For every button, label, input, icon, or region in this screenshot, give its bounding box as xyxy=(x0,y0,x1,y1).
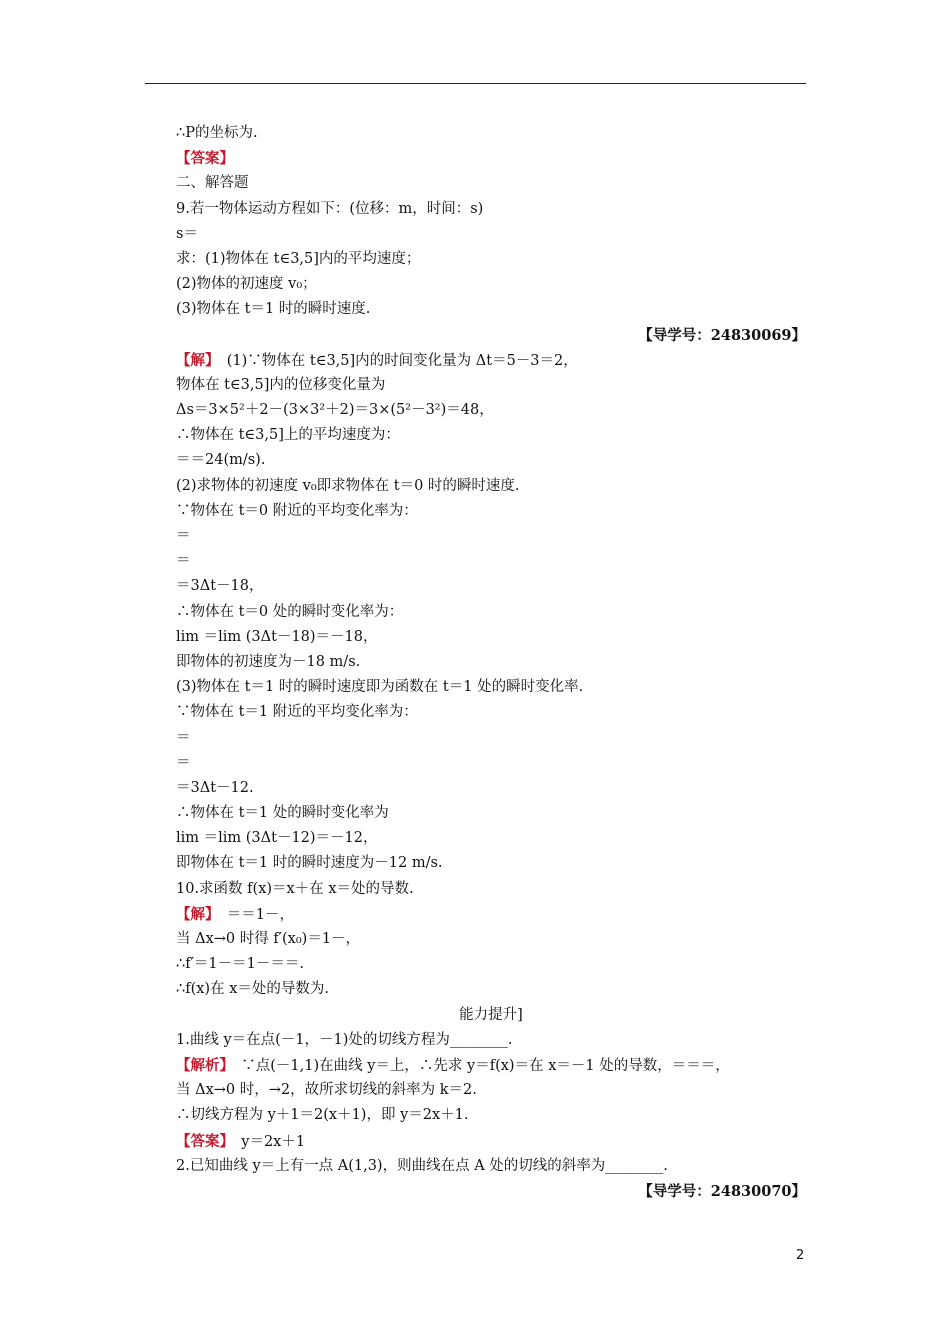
line-text: ∵物体在 t＝0 附近的平均变化率为： xyxy=(176,502,418,519)
text-line xyxy=(176,1179,806,1204)
text-line xyxy=(176,448,806,473)
document-body xyxy=(176,121,806,1204)
text-line xyxy=(176,776,806,801)
text-line xyxy=(176,826,806,851)
text-line xyxy=(176,297,806,322)
line-text: ∴物体在 t＝0 处的瞬时变化率为： xyxy=(176,603,404,620)
text-line xyxy=(176,398,806,423)
line-text: y＝2x＋1 xyxy=(226,1133,306,1150)
line-text: 求：(1)物体在 t∈3,5]内的平均速度； xyxy=(176,250,421,267)
text-line xyxy=(176,222,806,247)
line-text: ∴物体在 t＝1 处的瞬时变化率为 xyxy=(176,805,389,822)
line-text: ∴P的坐标为. xyxy=(176,125,258,141)
text-line xyxy=(176,423,806,448)
label-tag: 【答案】 xyxy=(176,1132,227,1150)
text-line xyxy=(176,574,806,599)
text-line xyxy=(176,1129,806,1154)
line-text: s＝ xyxy=(176,225,198,242)
text-line xyxy=(176,675,806,700)
line-text: 能力提升] xyxy=(459,1006,523,1023)
line-text: ＝3Δt－12. xyxy=(176,779,254,796)
line-text: lim ＝lim (3Δt－18)＝－18， xyxy=(176,628,378,645)
line-text: (3)物体在 t＝1 时的瞬时速度. xyxy=(176,301,371,318)
line-text: 物体在 t∈3,5]内的位移变化量为 xyxy=(176,376,386,393)
line-text: ∵物体在 t＝1 附近的平均变化率为： xyxy=(176,704,418,721)
label-tag: 【解】 xyxy=(176,905,213,923)
text-line xyxy=(176,902,806,927)
line-text: 即物体在 t＝1 时的瞬时速度为－12 m/s. xyxy=(176,855,443,872)
text-line xyxy=(176,801,806,826)
text-line xyxy=(176,1053,806,1078)
text-line xyxy=(176,700,806,725)
line-text: 二、解答题 xyxy=(176,175,249,192)
text-line xyxy=(176,977,806,1002)
text-line xyxy=(176,1028,806,1053)
line-text: 2.已知曲线 y＝上有一点 A(1,3)，则曲线在点 A 处的切线的斜率为________. xyxy=(176,1157,668,1174)
text-line xyxy=(176,474,806,499)
line-text: ＝ xyxy=(176,553,191,570)
label-tag: 【答案】 xyxy=(176,150,234,168)
line-text: lim ＝lim (3Δt－12)＝－12， xyxy=(176,830,378,847)
line-text: 1.曲线 y＝在点(－1，－1)处的切线方程为________. xyxy=(176,1031,513,1048)
text-line xyxy=(176,272,806,297)
text-line xyxy=(176,247,806,272)
text-line xyxy=(176,600,806,625)
line-text: 9.若一物体运动方程如下：(位移：m，时间：s) xyxy=(176,200,484,217)
text-line xyxy=(176,1154,806,1179)
text-line xyxy=(176,549,806,574)
line-text: ∴f(x)在 x＝处的导数为. xyxy=(176,981,329,998)
line-text: (2)求物体的初速度 v₀即求物体在 t＝0 时的瞬时速度. xyxy=(176,477,520,494)
line-text: ＝＝24(m/s). xyxy=(176,452,266,469)
text-line xyxy=(176,877,806,902)
line-text: ∵点(－1,1)在曲线 y＝上，∴先求 y＝f(x)＝在 x＝－1 处的导数，＝＝＝， xyxy=(226,1057,730,1074)
text-line xyxy=(176,726,806,751)
page-number: 2 xyxy=(796,1248,805,1263)
line-text: ＝＝1－， xyxy=(212,906,294,923)
line-text: (1)∵物体在 t∈3,5]内的时间变化量为 Δt＝5－3＝2， xyxy=(212,352,578,369)
line-text: 【导学号：24830069】 xyxy=(638,326,806,344)
line-text: ＝ xyxy=(176,528,191,544)
text-line xyxy=(176,197,806,222)
text-line xyxy=(176,952,806,977)
line-text: 【导学号：24830070】 xyxy=(638,1182,806,1200)
text-line xyxy=(176,373,806,398)
line-text: 即物体的初速度为－18 m/s. xyxy=(176,653,361,670)
text-line xyxy=(176,146,806,171)
line-text: ＝ xyxy=(176,754,191,771)
text-line xyxy=(176,499,806,524)
text-line xyxy=(176,121,806,146)
text-line xyxy=(176,625,806,650)
label-tag: 【解析】 xyxy=(176,1056,227,1074)
label-tag: 【解】 xyxy=(176,351,213,369)
header-rule xyxy=(145,83,806,84)
line-text: 当 Δx→0 时得 f′(x₀)＝1－， xyxy=(176,931,361,947)
text-line xyxy=(176,1078,806,1103)
line-text: Δs＝3×5²＋2－(3×3²＋2)＝3×(5²－3²)＝48， xyxy=(176,402,494,419)
line-text: ∴物体在 t∈3,5]上的平均速度为： xyxy=(176,427,400,444)
text-line xyxy=(176,1003,806,1028)
line-text: 10.求函数 f(x)＝x＋在 x＝处的导数. xyxy=(176,880,414,897)
text-line xyxy=(176,524,806,549)
text-line xyxy=(176,927,806,952)
line-text: ＝3Δt－18， xyxy=(176,578,264,595)
line-text: ＝ xyxy=(176,729,191,746)
line-text: (3)物体在 t＝1 时的瞬时速度即为函数在 t＝1 处的瞬时变化率. xyxy=(176,679,584,696)
text-line xyxy=(176,323,806,348)
line-text: (2)物体的初速度 v₀； xyxy=(176,276,317,293)
line-text: ∴切线方程为 y＋1＝2(x＋1)，即 y＝2x＋1. xyxy=(176,1107,469,1124)
text-line xyxy=(176,348,806,373)
text-line xyxy=(176,171,806,196)
line-text: ∴f′＝1－＝1－＝＝. xyxy=(176,956,304,973)
text-line xyxy=(176,650,806,675)
text-line xyxy=(176,1103,806,1128)
text-line xyxy=(176,751,806,776)
line-text: 当 Δx→0 时，→2，故所求切线的斜率为 k＝2. xyxy=(176,1082,477,1099)
text-line xyxy=(176,851,806,876)
